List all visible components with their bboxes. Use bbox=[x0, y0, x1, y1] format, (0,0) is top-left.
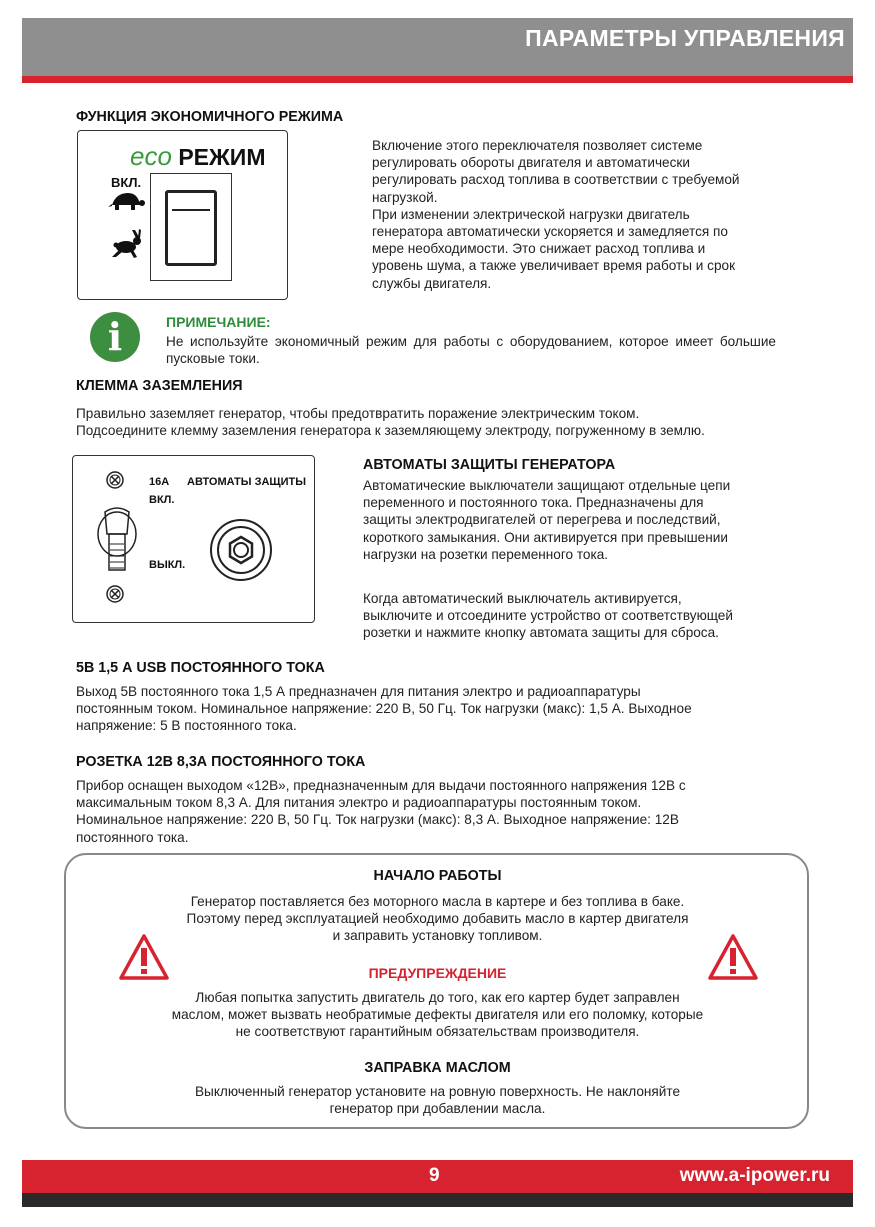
oil-heading: ЗАПРАВКА МАСЛОМ bbox=[364, 1060, 511, 1076]
eco-panel-label bbox=[130, 141, 265, 172]
usb-heading: 5В 1,5 А USB ПОСТОЯННОГО ТОКА bbox=[76, 660, 325, 676]
oil-text: Выключенный генератор установите на ровную поверхность. Не наклоняйте генератор при добавлении масла. bbox=[194, 1084, 680, 1117]
page-title: ПАРАМЕТРЫ УПРАВЛЕНИЯ bbox=[525, 25, 845, 51]
screw-bottom-icon bbox=[105, 584, 125, 604]
eco-logo-text: eco bbox=[130, 141, 172, 171]
breaker-off-label: ВЫКЛ. bbox=[149, 559, 186, 571]
breaker-heading: АВТОМАТЫ ЗАЩИТЫ ГЕНЕРАТОРА bbox=[363, 457, 616, 473]
breaker-on-label: ВКЛ. bbox=[149, 494, 175, 506]
eco-mode-text: РЕЖИМ bbox=[178, 144, 266, 170]
rabbit-icon bbox=[110, 229, 144, 259]
breaker-text-1: Автоматические выключатели защищают отдельные цепи переменного и постоянного тока. Предназначены для защиты электродвигателей от перегрева и последствий, короткого замыкания. Они активируется при превышении нагрузки на розетки переменного тока. bbox=[363, 478, 731, 562]
eco-switch-panel bbox=[77, 130, 288, 300]
note-text: Не используйте экономичный режим для работы с оборудованием, которое имеет большие пусковые токи. bbox=[166, 334, 776, 367]
website-link[interactable]: www.a-ipower.ru bbox=[679, 1165, 830, 1186]
start-text: Генератор поставляется без моторного масла в картере и без топлива в баке. Поэтому перед эксплуатацией необходимо добавить масло в картер двигателя и заправить установку топливом. bbox=[186, 894, 689, 944]
breaker-amps-label: 16A bbox=[149, 476, 170, 488]
eco-heading: ФУНКЦИЯ ЭКОНОМИЧНОГО РЕЖИМА bbox=[76, 109, 344, 125]
info-icon: i bbox=[90, 312, 140, 362]
screw-top-icon bbox=[105, 470, 125, 490]
eco-rocker-frame bbox=[150, 173, 232, 281]
eco-description: Включение этого переключателя позволяет системе регулировать обороты двигателя и автоматически регулировать расход топлива в соответствии с требуемой нагрузкой. При изменении электрической нагрузки двигатель генератора автоматически ускоряется и замедляется по мере необходимости. Это снижает расход топлива и уровень шума, а также увеличивает время работы и срок службы двигателя. bbox=[372, 138, 740, 291]
start-heading: НАЧАЛО РАБОТЫ bbox=[373, 868, 502, 884]
header-accent-stripe bbox=[22, 76, 853, 83]
eco-on-label: ВКЛ. bbox=[111, 175, 142, 190]
turtle-icon bbox=[106, 189, 146, 213]
footer-dark-stripe bbox=[22, 1193, 853, 1207]
usb-text: Выход 5В постоянного тока 1,5 А предназначен для питания электро и радиоаппаратуры постоянным током. Номинальное напряжение: 220 В, 50 Гц. Ток нагрузки (макс): 1,5 А. Выходное напряжение: 5 В постоянного тока. bbox=[76, 684, 692, 734]
ground-text: Правильно заземляет генератор, чтобы предотвратить поражение электрическим током. Подсоедините клемму заземления генератора к заземляющему электроду, погруженному в землю. bbox=[76, 406, 705, 439]
page-number: 9 bbox=[429, 1165, 440, 1186]
breaker-toggle-switch[interactable] bbox=[95, 504, 139, 584]
breaker-text-2: Когда автоматический выключатель активируется, выключите и отсоедините устройство от соответствующей розетки и нажмите кнопку автомата защиты для сброса. bbox=[363, 591, 733, 641]
warning-title: ПРЕДУПРЕЖДЕНИЕ bbox=[368, 965, 507, 981]
ground-heading: КЛЕММА ЗАЗЕМЛЕНИЯ bbox=[76, 378, 243, 394]
breaker-panel-title: АВТОМАТЫ ЗАЩИТЫ bbox=[187, 476, 307, 488]
warning-text: Любая попытка запустить двигатель до того, как его картер будет заправлен маслом, может вызвать необратимые дефекты двигателя или его поломку, которые не соответствуют гарантийным обязательствам производителя. bbox=[171, 990, 704, 1040]
eco-rocker-switch[interactable] bbox=[165, 190, 217, 266]
dc12-text: Прибор оснащен выходом «12В», предназначенным для выдачи постоянного напряжения 12В с максимальным током 8,3 А. Для питания электро и радиоаппаратуры постоянным током. Номинальное напряжение: 220 В, 50 Гц. Ток нагрузки (макс): 8,3 А. Выходное напряжение: 12В постоянного тока. bbox=[76, 778, 686, 845]
breaker-reset-button[interactable] bbox=[209, 518, 273, 582]
dc12-heading: РОЗЕТКА 12В 8,3А ПОСТОЯННОГО ТОКА bbox=[76, 754, 366, 770]
note-title: ПРИМЕЧАНИЕ: bbox=[166, 314, 271, 330]
breaker-panel bbox=[72, 455, 315, 623]
